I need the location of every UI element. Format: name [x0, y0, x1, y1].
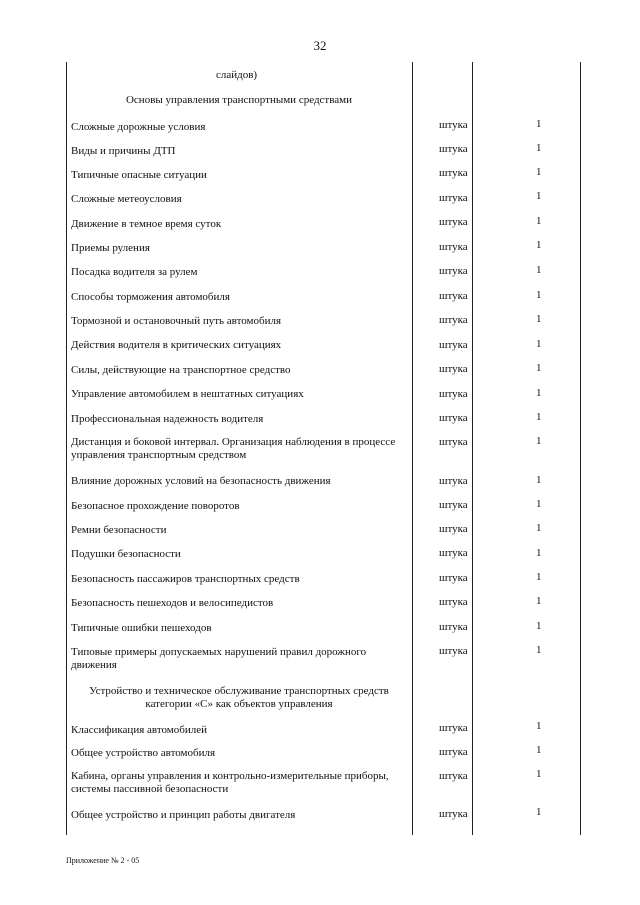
row-qty: 1	[536, 768, 542, 780]
continuation-text: слайдов)	[216, 69, 258, 81]
row-qty: 1	[536, 620, 542, 632]
table-border-qty	[472, 62, 473, 835]
section-heading: Устройство и техническое обслуживание транспортных средств категории «С» как объектов управления	[89, 685, 389, 710]
row-unit: штука	[439, 192, 468, 204]
row-unit: штука	[439, 770, 468, 782]
row-name: Классификация автомобилей	[71, 724, 207, 736]
row-qty: 1	[536, 338, 542, 350]
row-name: Виды и причины ДТП	[71, 145, 176, 157]
row-unit: штука	[439, 475, 468, 487]
row-unit: штука	[439, 572, 468, 584]
row-qty: 1	[536, 595, 542, 607]
row-unit: штука	[439, 746, 468, 758]
row-qty: 1	[536, 289, 542, 301]
row-name: Сложные метеоусловия	[71, 193, 182, 205]
row-qty: 1	[536, 264, 542, 276]
row-qty: 1	[536, 215, 542, 227]
row-qty: 1	[536, 547, 542, 559]
row-name: Общее устройство автомобиля	[71, 747, 216, 759]
row-qty: 1	[536, 806, 542, 818]
row-unit: штука	[439, 621, 468, 633]
row-name: Типичные ошибки пешеходов	[71, 622, 212, 634]
row-name: Кабина, органы управления и контрольно-измерительные приборы, системы пассивной безопасности	[71, 770, 389, 795]
row-name: Сложные дорожные условия	[71, 121, 206, 133]
row-qty: 1	[536, 387, 542, 399]
row-qty: 1	[536, 435, 542, 447]
row-qty: 1	[536, 190, 542, 202]
row-name: Управление автомобилем в нештатных ситуациях	[71, 388, 304, 400]
row-name: Безопасность пешеходов и велосипедистов	[71, 597, 274, 609]
row-qty: 1	[536, 644, 542, 656]
table-border-right	[580, 62, 581, 835]
row-name: Посадка водителя за рулем	[71, 266, 198, 278]
row-unit: штука	[439, 339, 468, 351]
row-qty: 1	[536, 362, 542, 374]
section-heading: Основы управления транспортными средствами	[125, 94, 353, 106]
row-qty: 1	[536, 744, 542, 756]
footer-note: Приложение № 2 - 05	[66, 856, 140, 865]
table-border-left	[66, 62, 67, 835]
row-name: Типовые примеры допускаемых нарушений правил дорожного движения	[71, 646, 367, 671]
row-qty: 1	[536, 474, 542, 486]
row-unit: штука	[439, 363, 468, 375]
row-unit: штука	[439, 241, 468, 253]
row-unit: штука	[439, 143, 468, 155]
row-qty: 1	[536, 142, 542, 154]
row-qty: 1	[536, 498, 542, 510]
row-unit: штука	[439, 596, 468, 608]
table-border-unit	[412, 62, 413, 835]
row-unit: штука	[439, 265, 468, 277]
row-unit: штука	[439, 314, 468, 326]
row-qty: 1	[536, 239, 542, 251]
row-unit: штука	[439, 119, 468, 131]
row-qty: 1	[536, 571, 542, 583]
row-qty: 1	[536, 720, 542, 732]
page-number: 32	[313, 38, 327, 53]
row-name: Движение в темное время суток	[71, 218, 222, 230]
row-name: Влияние дорожных условий на безопасность движения	[71, 475, 331, 487]
row-name: Способы торможения автомобиля	[71, 291, 230, 303]
row-qty: 1	[536, 166, 542, 178]
row-unit: штука	[439, 499, 468, 511]
row-name: Силы, действующие на транспортное средство	[71, 364, 291, 376]
row-name: Действия водителя в критических ситуациях	[71, 339, 282, 351]
row-unit: штука	[439, 412, 468, 424]
row-name: Безопасное прохождение поворотов	[71, 500, 240, 512]
row-name: Профессиональная надежность водителя	[71, 413, 264, 425]
row-qty: 1	[536, 411, 542, 423]
row-name: Безопасность пассажиров транспортных средств	[71, 573, 300, 585]
row-name: Ремни безопасности	[71, 524, 167, 536]
row-qty: 1	[536, 118, 542, 130]
row-unit: штука	[439, 216, 468, 228]
row-name: Типичные опасные ситуации	[71, 169, 207, 181]
row-unit: штука	[439, 388, 468, 400]
row-name: Подушки безопасности	[71, 548, 181, 560]
row-qty: 1	[536, 522, 542, 534]
row-qty: 1	[536, 313, 542, 325]
row-unit: штука	[439, 722, 468, 734]
row-unit: штука	[439, 645, 468, 657]
row-unit: штука	[439, 167, 468, 179]
row-name: Приемы руления	[71, 242, 150, 254]
row-name: Тормозной и остановочный путь автомобиля	[71, 315, 282, 327]
row-name: Дистанция и боковой интервал. Организация наблюдения в процессе управления транспортным средством	[71, 436, 396, 461]
row-unit: штука	[439, 290, 468, 302]
row-unit: штука	[439, 523, 468, 535]
row-unit: штука	[439, 547, 468, 559]
row-unit: штука	[439, 436, 468, 448]
row-name: Общее устройство и принцип работы двигателя	[71, 809, 296, 821]
row-unit: штука	[439, 808, 468, 820]
